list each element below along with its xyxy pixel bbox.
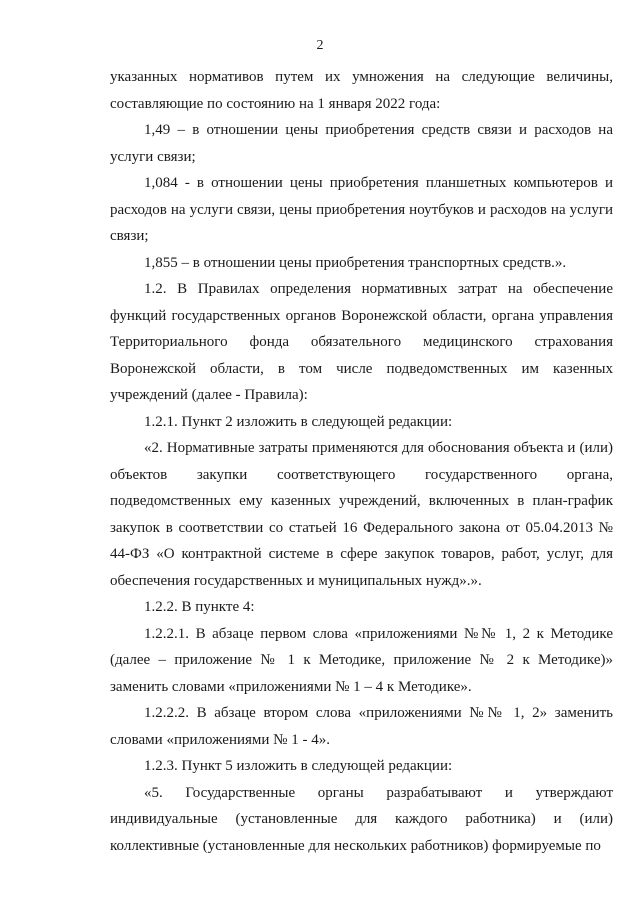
paragraph: 1.2.2.2. В абзаце втором слова «приложениями №№ 1, 2» заменить словами «приложениями № 1 - 4».	[110, 705, 613, 748]
paragraph: 1.2.1. Пункт 2 изложить в следующей редакции:	[144, 413, 453, 430]
paragraph: 1,855 – в отношении цены приобретения транспортных средств.».	[144, 254, 567, 271]
paragraph: 1.2.3. Пункт 5 изложить в следующей редакции:	[144, 758, 453, 774]
paragraph: указанных нормативов путем их умножения на следующие величины, составляющие по состоянию на 1 января 2022 года:	[110, 69, 613, 112]
paragraph: 1,49 – в отношении цены приобретения средств связи и расходов на услуги связи;	[110, 122, 613, 165]
paragraph: 1.2.2. В пункте 4:	[144, 599, 255, 615]
paragraph: 1,084 - в отношении цены приобретения планшетных компьютеров и расходов на услуги связи, цены приобретения ноутбуков и расходов на услуги связи;	[110, 175, 613, 244]
paragraph: «5. Государственные органы разрабатывают и утверждают индивидуальные (установленные для каждого работника) и (или) коллективные (установленные для нескольких работников) формируемые по	[110, 784, 613, 854]
page-number: 2	[316, 38, 324, 53]
paragraph: 1.2. В Правилах определения нормативных затрат на обеспечение функций государственных органов Воронежской области, органа управления Территориального фонда обязательного медицинского страхования Воронежской области, в том числе подведомственных им казенных учреждений (далее - Правила):	[110, 281, 613, 403]
document-body	[110, 64, 613, 859]
paragraph: 1.2.2.1. В абзаце первом слова «приложениями №№ 1, 2 к Методике (далее – приложение № 1 к Методике, приложение № 2 к Методике)» заменить словами «приложениями № 1 – 4 к Методике».	[110, 625, 613, 695]
paragraph: «2. Нормативные затраты применяются для обоснования объекта и (или) объектов закупки соответствующего государственного органа, подведомственных ему казенных учреждений, включенных в план-график закупок в соответствии со статьей 16 Федерального закона от 05.04.2013 № 44-ФЗ «О контрактной системе в сфере закупок товаров, работ, услуг, для обеспечения государственных и муниципальных нужд».».	[110, 440, 613, 589]
